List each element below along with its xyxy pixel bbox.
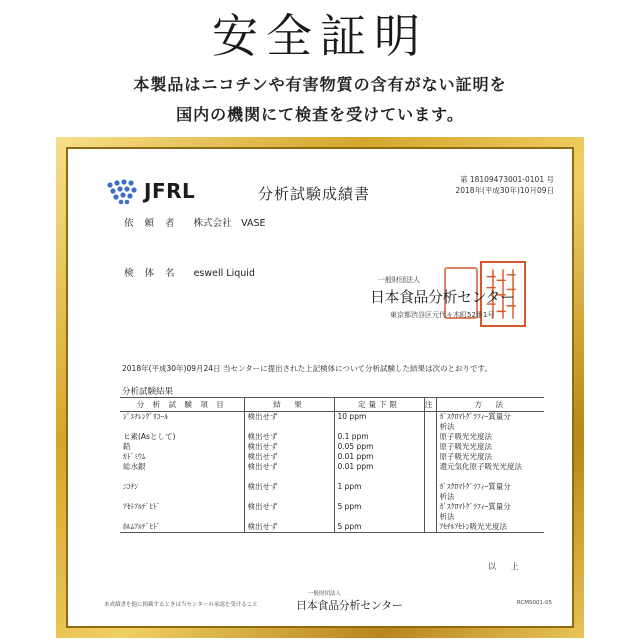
- cell-item: [120, 512, 244, 522]
- report-number: 第 18109473001-0101 号: [459, 175, 554, 184]
- cell-method: 還元気化原子吸光光度法: [436, 462, 544, 472]
- report-title: 分析試験成績書: [258, 185, 371, 203]
- cell-result: 検出せず: [244, 522, 334, 533]
- cell-limit: 0.01 ppm: [334, 462, 424, 472]
- cell-limit: 0.05 ppm: [334, 442, 424, 452]
- statement-text: 2018年(平成30年)09月24日 当センターに提出された上記検体について分析試験した結果は次のとおりです。: [122, 364, 492, 373]
- report-date: 2018年(平成30年)10月09日: [455, 186, 554, 195]
- end-mark: 以 上: [488, 562, 525, 571]
- cell-note: [424, 442, 436, 452]
- footer-note: 本成績書を他に掲載するときは当センターの承認を受けること: [104, 602, 258, 608]
- header-method: 方 法: [436, 398, 544, 412]
- cell-item: 鉛: [123, 442, 131, 451]
- cell-note: [424, 482, 436, 492]
- cell-method: 析法: [436, 422, 544, 432]
- cell-result: [244, 472, 334, 482]
- footer-issuer-type: 一般財団法人: [308, 591, 342, 597]
- cell-note: [424, 452, 436, 462]
- cell-method: 原子吸光光度法: [436, 432, 544, 442]
- cell-method: [436, 472, 544, 482]
- cell-limit: 0.1 ppm: [334, 432, 424, 442]
- intro-line-1: 本製品はニコチンや有害物質の含有がない証明を: [133, 75, 507, 94]
- issuer-address: 東京都渋谷区元代々木町52番1号: [390, 311, 495, 319]
- issuer-block: [370, 275, 530, 320]
- form-number: RCMS001-05: [516, 600, 552, 606]
- cell-limit: 5 ppm: [334, 502, 424, 512]
- table-row: [120, 452, 544, 462]
- table-row: [120, 482, 544, 492]
- cell-method: ｱｾﾁﾙｱｾﾄﾝ吸光光度法: [436, 522, 544, 533]
- cell-limit: 10 ppm: [334, 412, 424, 423]
- cell-result: 検出せず: [244, 462, 334, 472]
- footer-issuer-name: 日本食品分析センター: [296, 599, 403, 612]
- jfrl-logo-icon: [104, 177, 144, 207]
- sample-row: [124, 265, 255, 279]
- cell-result: [244, 492, 334, 502]
- cell-method: 析法: [436, 512, 544, 522]
- frame-inner-edge: [66, 147, 574, 628]
- cell-note: [424, 472, 436, 482]
- analysis-certificate: [68, 149, 572, 626]
- cell-result: 検出せず: [244, 442, 334, 452]
- table-row: [120, 522, 544, 533]
- issuer-name: 日本食品分析センター: [370, 288, 515, 306]
- results-table: [120, 397, 544, 533]
- header-result: 結 果: [244, 398, 334, 412]
- cell-item: ｶﾄﾞﾐｳﾑ: [123, 452, 146, 461]
- cell-result: [244, 512, 334, 522]
- table-row: [120, 432, 544, 442]
- cell-note: [424, 412, 436, 423]
- header-note: 注: [424, 398, 436, 412]
- cell-item: [120, 492, 244, 502]
- table-row: [120, 412, 544, 423]
- cell-result: [244, 422, 334, 432]
- cell-method: 原子吸光光度法: [436, 452, 544, 462]
- table-row: [120, 442, 544, 452]
- issuer-type: 一般財団法人: [378, 276, 420, 284]
- cell-result: 検出せず: [244, 502, 334, 512]
- cell-note: [424, 512, 436, 522]
- cell-item: ｼﾞｴﾁﾚﾝｸﾞﾘｺｰﾙ: [123, 412, 168, 421]
- table-row: [120, 512, 544, 522]
- cell-item: ヒ素(Asとして): [123, 432, 176, 441]
- cell-limit: 0.01 ppm: [334, 452, 424, 462]
- cell-result: 検出せず: [244, 452, 334, 462]
- cell-limit: [334, 512, 424, 522]
- cell-method: ｶﾞｽｸﾛﾏﾄｸﾞﾗﾌｨｰ質量分: [436, 502, 544, 512]
- jfrl-logo: [104, 177, 234, 207]
- cell-limit: [334, 472, 424, 482]
- table-row: [120, 462, 544, 472]
- table-row: [120, 492, 544, 502]
- cell-item: ﾆｺﾁﾝ: [123, 482, 138, 491]
- header-limit: 定量下限: [334, 398, 424, 412]
- cell-item: ﾎﾙﾑｱﾙﾃﾞﾋﾄﾞ: [120, 522, 244, 533]
- logo-text: JFRL: [144, 179, 196, 203]
- cell-item: [120, 472, 244, 482]
- cell-method: 析法: [436, 492, 544, 502]
- table-row: [120, 422, 544, 432]
- table-row: [120, 502, 544, 512]
- cell-limit: [334, 492, 424, 502]
- cell-note: [424, 492, 436, 502]
- footer-issuer: [296, 589, 403, 613]
- table-row: [120, 472, 544, 482]
- cell-result: 検出せず: [244, 482, 334, 492]
- sample-label: 検 体 名: [124, 268, 179, 279]
- gold-picture-frame: [56, 137, 584, 638]
- client-value: 株式会社 VASE: [193, 218, 266, 229]
- cell-result: 検出せず: [244, 412, 334, 423]
- intro-line-2: 国内の機関にて検査を受けています。: [176, 105, 464, 124]
- client-label: 依 頼 者: [124, 218, 179, 229]
- cell-limit: 5 ppm: [334, 522, 424, 533]
- cell-note: [424, 502, 436, 512]
- cell-method: ｶﾞｽｸﾛﾏﾄｸﾞﾗﾌｨｰ質量分: [436, 412, 544, 423]
- results-body: [120, 412, 544, 533]
- client-row: [124, 215, 266, 229]
- results-heading: 分析試験結果: [122, 387, 174, 397]
- cell-item: 総水銀: [123, 462, 146, 471]
- cell-note: [424, 432, 436, 442]
- cell-method: ｶﾞｽｸﾛﾏﾄｸﾞﾗﾌｨｰ質量分: [436, 482, 544, 492]
- cell-item: [120, 422, 244, 432]
- sample-value: eswell Liquid: [193, 268, 255, 279]
- cell-note: [424, 462, 436, 472]
- cell-note: [424, 422, 436, 432]
- report-number-block: [455, 174, 554, 196]
- cell-method: 原子吸光光度法: [436, 442, 544, 452]
- header-item: 分 析 試 験 項 目: [120, 398, 244, 412]
- table-header-row: [120, 398, 544, 412]
- cell-note: [424, 522, 436, 533]
- cell-limit: 1 ppm: [334, 482, 424, 492]
- cell-item: ｱｾﾄｱﾙﾃﾞﾋﾄﾞ: [123, 502, 161, 511]
- page-title: 安全証明: [212, 9, 428, 63]
- cell-limit: [334, 422, 424, 432]
- cell-result: 検出せず: [244, 432, 334, 442]
